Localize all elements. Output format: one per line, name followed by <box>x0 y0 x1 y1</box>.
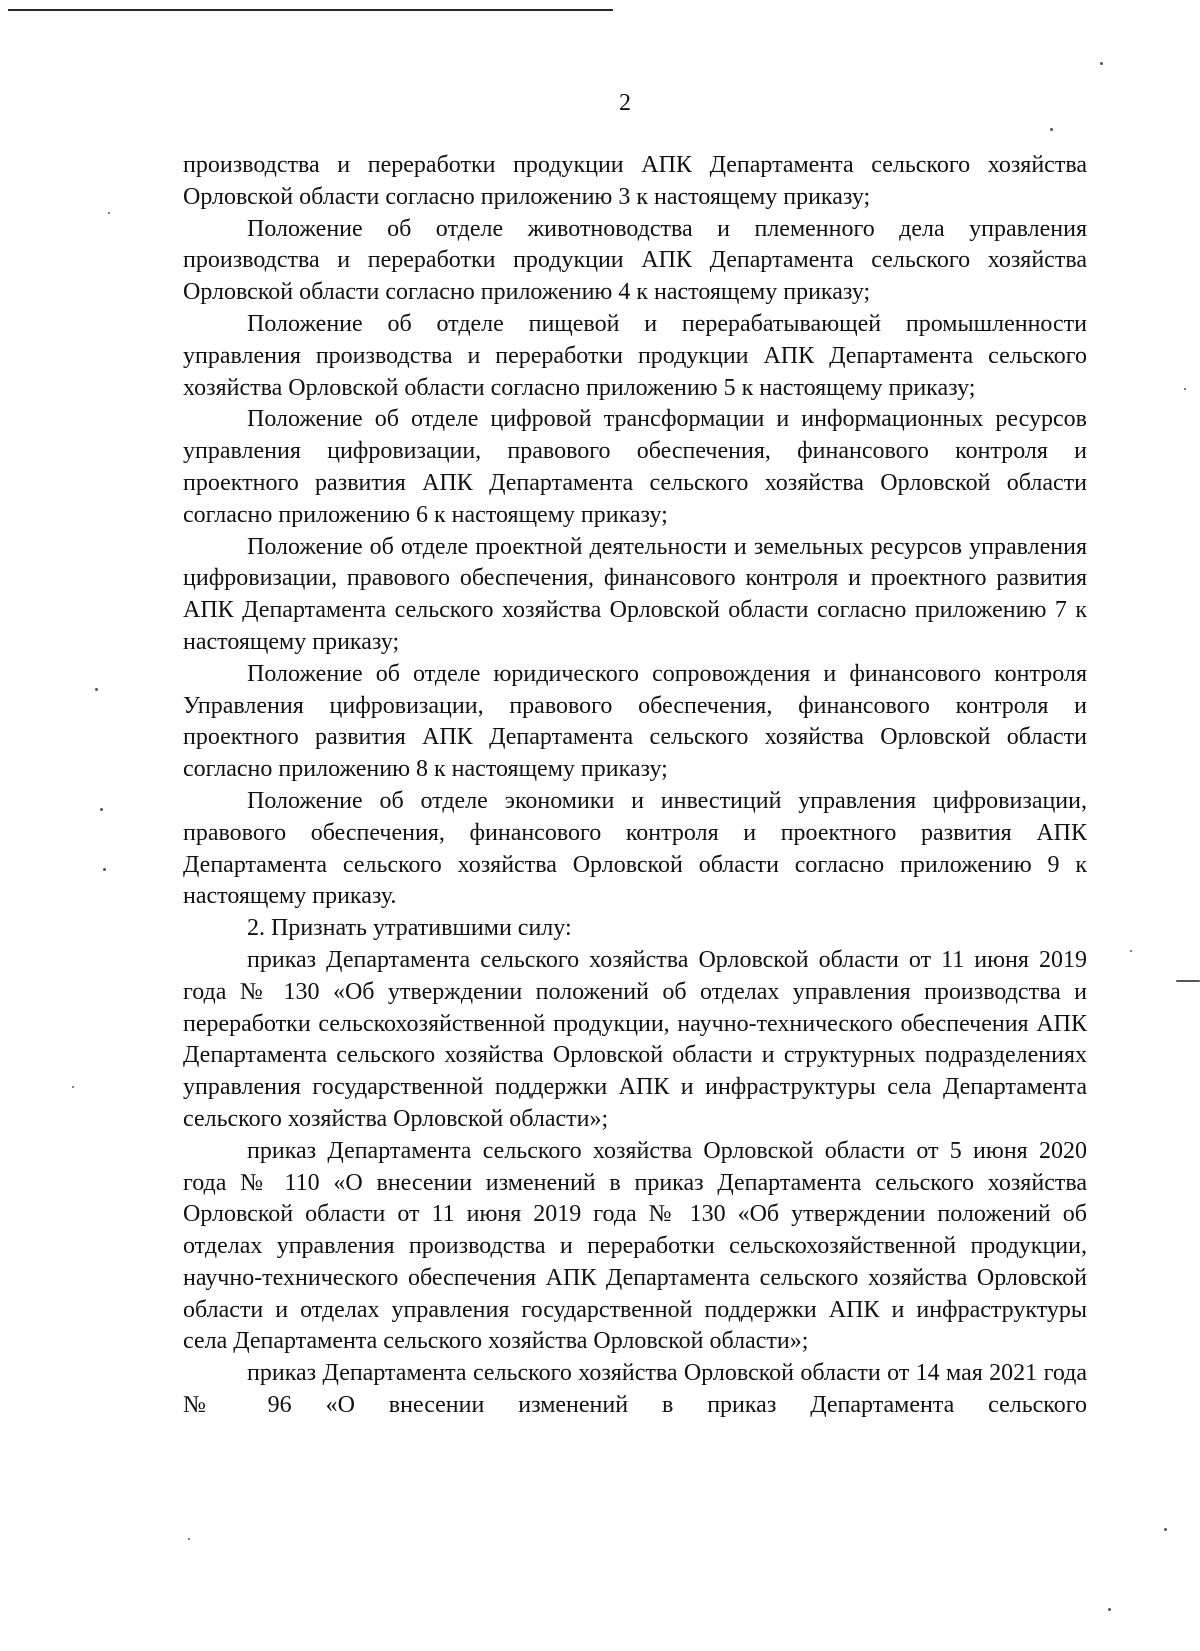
paragraph-repealed-order-96: приказ Департамента сельского хозяйства Орловской области от 14 мая 2021 года № 96 «О внесении изменений в приказ Департамента сельского <box>183 1360 1087 1419</box>
scan-speck <box>188 1538 190 1540</box>
page-number: 2 <box>619 90 631 116</box>
scan-speck <box>100 808 103 811</box>
scan-speck <box>1164 1528 1167 1531</box>
scan-speck <box>1100 62 1103 65</box>
paragraph-appendix-4: Положение об отделе животноводства и племенного дела управления производства и переработки продукции АПК Департамента сельского хозяйства Орловской области согласно приложению 4 к настоящему приказу; <box>183 215 1087 306</box>
paragraph-repealed-order-110: приказ Департамента сельского хозяйства Орловской области от 5 июня 2020 года № 110 «О внесении изменений в приказ Департамента сельского хозяйства Орловской области от 11 июня 2019 года № 130 «Об утверждении положений об отделах управления производства и переработки сельскохозяйственной продукции, научно-технического обеспечения АПК Департамента сельского хозяйства Орловской области и отделах управления государственной поддержки АПК и инфраструктуры села Департамента сельского хозяйства Орловской области»; <box>183 1137 1087 1355</box>
paragraph-appendix-6: Положение об отделе цифровой трансформации и информационных ресурсов управления цифровизации, правового обеспечения, финансового контроля и проектного развития АПК Департамента сельского хозяйства Орловской области согласно приложению 6 к настоящему приказу; <box>183 406 1087 528</box>
scan-speck <box>95 688 98 691</box>
paragraph-appendix-5: Положение об отделе пищевой и перерабатывающей промышленности управления производства и переработки продукции АПК Департамента сельского хозяйства Орловской области согласно приложению 5 к настоящему приказу; <box>183 310 1087 401</box>
scan-speck <box>1176 980 1200 982</box>
paragraph-appendix-9: Положение об отделе экономики и инвестиций управления цифровизации, правового обеспечения, финансового контроля и проектного развития АПК Департамента сельского хозяйства Орловской области согласно приложению 9 к настоящему приказу. <box>183 787 1087 910</box>
scan-speck <box>108 212 110 214</box>
paragraph-repealed-order-130: приказ Департамента сельского хозяйства Орловской области от 11 июня 2019 года № 130 «Об утверждении положений об отделах управления производства и переработки сельскохозяйственной продукции, научно-технического обеспечения АПК Департамента сельского хозяйства Орловской области и структурных подразделениях управления государственной поддержки АПК и инфраструктуры села Департамента сельского хозяйства Орловской области»; <box>183 946 1087 1132</box>
paragraph-appendix-7: Положение об отделе проектной деятельности и земельных ресурсов управления цифровизации, правового обеспечения, финансового контроля и проектного развития АПК Департамента сельского хозяйства Орловской области согласно приложению 7 к настоящему приказу; <box>183 533 1087 655</box>
paragraph-appendix-8: Положение об отделе юридического сопровождения и финансового контроля Управления цифровизации, правового обеспечения, финансового контроля и проектного развития АПК Департамента сельского хозяйства Орловской области согласно приложению 8 к настоящему приказу; <box>183 660 1087 783</box>
clause-2-heading: 2. Признать утратившими силу: <box>247 915 572 942</box>
scan-speck <box>1184 388 1186 390</box>
paragraph-continuation: производства и переработки продукции АПК Департамента сельского хозяйства Орловской области согласно приложению 3 к настоящему приказу; <box>183 152 1087 210</box>
scan-speck <box>1108 1608 1111 1611</box>
header-rule <box>8 9 613 11</box>
document-body <box>183 150 1087 1422</box>
scan-speck <box>1130 950 1132 952</box>
scan-speck <box>103 868 106 871</box>
scan-speck <box>72 1086 74 1088</box>
scan-speck <box>1050 128 1053 131</box>
